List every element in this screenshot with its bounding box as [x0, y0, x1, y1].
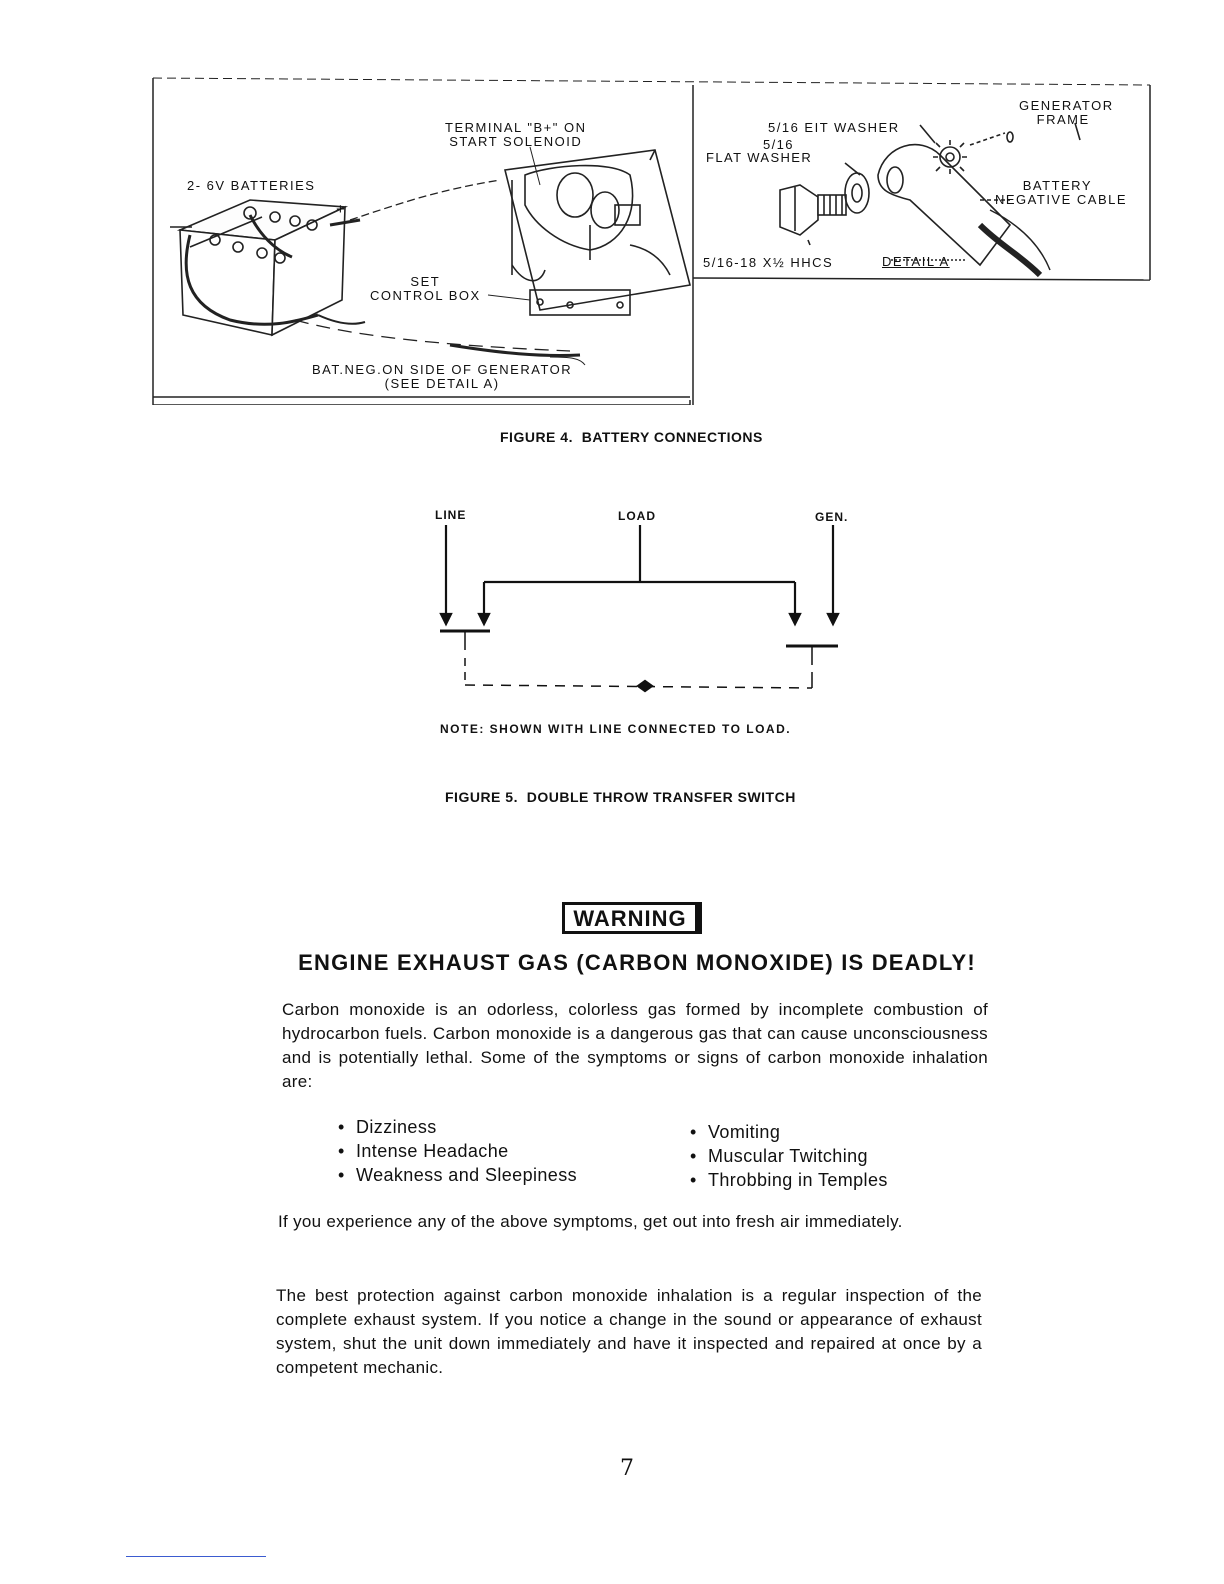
list-item: • Dizziness	[338, 1115, 658, 1139]
figure-4-drawing	[150, 75, 1153, 405]
list-item: • Intense Headache	[338, 1139, 658, 1163]
warning-action-paragraph: If you experience any of the above symptoms, get out into fresh air immediately.	[278, 1212, 903, 1231]
figure-5-diagram	[420, 500, 860, 700]
label-generator-frame: GENERATOR FRAME	[1019, 98, 1114, 127]
page-number: 7	[620, 1456, 634, 1481]
transfer-switch-drawing	[420, 500, 860, 700]
symptom-list-left	[338, 1115, 658, 1187]
label-gen: GEN.	[815, 510, 849, 524]
label-eit-washer: 5/16 EIT WASHER	[768, 120, 900, 135]
label-terminal-b-plus: TERMINAL "B+" ON START SOLENOID	[445, 120, 587, 149]
label-batteries: 2- 6V BATTERIES	[187, 178, 316, 193]
label-set-control-box: SET CONTROL BOX	[370, 274, 481, 303]
label-battery-negative-cable: BATTERY NEGATIVE CABLE	[995, 178, 1128, 207]
control-box-drawing	[505, 150, 690, 315]
label-hhcs: 5/16-18 X½ HHCS	[703, 255, 834, 270]
symptom-list-right	[690, 1120, 990, 1192]
label-battery-plus: +	[336, 201, 347, 218]
label-load: LOAD	[618, 509, 656, 523]
figure-5-note: NOTE: SHOWN WITH LINE CONNECTED TO LOAD.	[440, 722, 792, 736]
list-item: • Vomiting	[690, 1120, 990, 1144]
label-line: LINE	[435, 508, 467, 522]
figure-4-panel	[150, 75, 1153, 405]
list-item: • Muscular Twitching	[690, 1144, 990, 1168]
warning-badge: WARNING	[562, 902, 702, 934]
warning-intro-paragraph: Carbon monoxide is an odorless, colorless gas formed by incomplete combustion of hydrocarbon fuels. Carbon monoxide is a dangerous gas that can cause unconsciousness and is potentially lethal. Some of the symptoms or signs of carbon monoxide inhalation are:	[282, 1000, 988, 1091]
figure-5-caption: FIGURE 5. DOUBLE THROW TRANSFER SWITCH	[445, 789, 796, 805]
figure-4-caption: FIGURE 4. BATTERY CONNECTIONS	[500, 429, 763, 445]
footer-rule	[126, 1556, 266, 1557]
warning-title: ENGINE EXHAUST GAS (CARBON MONOXIDE) IS DEADLY!	[298, 950, 976, 975]
batteries-drawing	[170, 200, 365, 335]
list-item: • Weakness and Sleepiness	[338, 1163, 658, 1187]
list-item: • Throbbing in Temples	[690, 1168, 990, 1192]
warning-protection-paragraph: The best protection against carbon monoxide inhalation is a regular inspection of the complete exhaust system. If you notice a change in the sound or appearance of exhaust system, shut the unit down immediately and have it inspected and repaired at once by a competent mechanic.	[276, 1286, 982, 1377]
label-flat-washer: 5/16 FLAT WASHER	[706, 137, 813, 165]
label-detail-a: DETAIL A	[882, 254, 950, 269]
label-battery-negative: BAT.NEG.ON SIDE OF GENERATOR (SEE DETAIL A)	[312, 362, 573, 391]
